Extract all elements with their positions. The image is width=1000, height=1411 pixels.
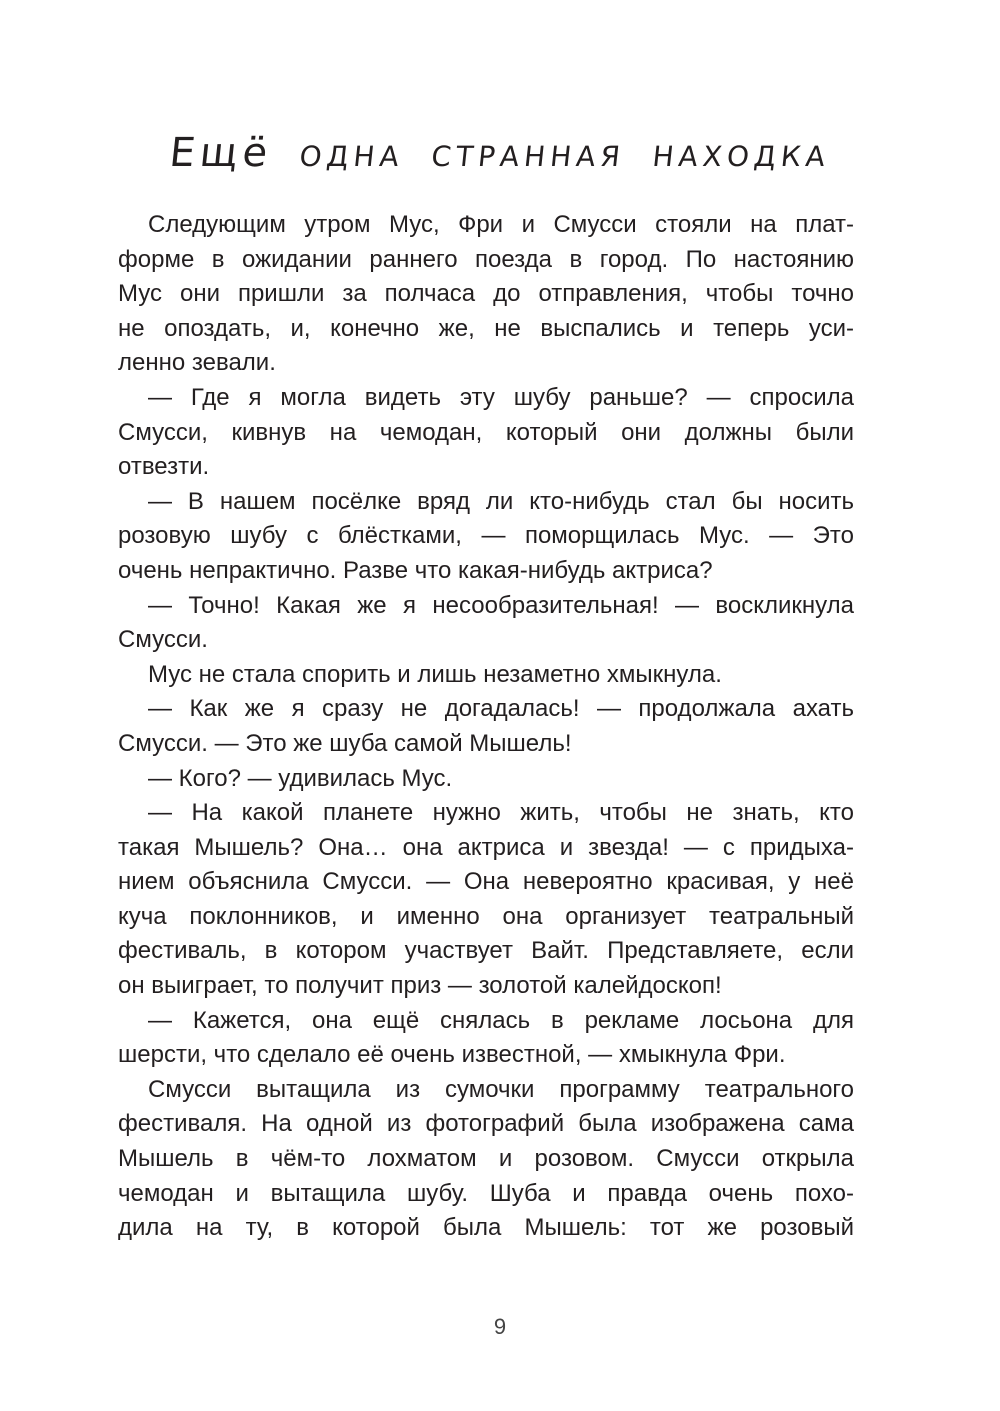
text-line: куча поклонников, и именно она организует театральный [118,902,854,930]
text-line: Мус не стала спорить и лишь незаметно хмыкнула. [148,660,722,688]
chapter-title [0,130,1000,176]
text-line: Смусси, кивнув на чемодан, который они должны были [118,418,854,446]
text-line: такая Мышель? Она… она актриса и звезда! — с придыха- [118,833,854,861]
text-line: Смусси. — Это же шуба самой Мышель! [118,729,572,757]
text-line: отвезти. [118,453,210,481]
text-line: он выиграет, то получит приз — золотой калейдоскоп! [118,972,722,1000]
text-line: Смусси вытащила из сумочки программу театрального [148,1075,854,1103]
text-line: фестиваля. На одной из фотографий была изображена сама [118,1110,854,1138]
text-line: очень непрактично. Разве что какая-нибудь актриса? [118,556,713,584]
text-line: — Кажется, она ещё снялась в рекламе лосьона для [148,1006,854,1034]
text-line: дила на ту, в которой была Мышель: тот же розовый [118,1214,854,1242]
text-line: — В нашем посёлке вряд ли кто-нибудь стал бы носить [148,487,854,515]
text-line: Мус они пришли за полчаса до отправления, чтобы точно [118,280,854,308]
text-line: форме в ожидании раннего поезда в город. По настоянию [118,245,854,273]
text-line: Смусси. [118,626,208,654]
text-line: Следующим утром Мус, Фри и Смусси стояли на плат- [148,211,854,238]
text-line: чемодан и вытащила шубу. Шуба и правда очень похо- [118,1179,854,1207]
text-line: — Где я могла видеть эту шубу раньше? — спросила [148,383,854,411]
text-line: ленно зевали. [118,349,276,377]
text-line: Мышель в чём-то лохматом и розовом. Смусси открыла [118,1145,854,1173]
text-line: нием объяснила Смусси. — Она невероятно красивая, у неё [118,868,854,896]
text-line: не опоздать, и, конечно же, не выспались и теперь уси- [118,314,854,342]
text-line: фестиваль, в котором участвует Вайт. Представляете, если [118,937,854,965]
chapter-title-first-word: Ещё [167,130,275,176]
text-line: — Кого? — удивилась Мус. [148,764,453,792]
text-line: шерсти, что сделало её очень известной, — хмыкнула Фри. [118,1041,786,1069]
text-line: розовую шубу с блёстками, — поморщилась Мус. — Это [118,522,854,550]
chapter-title-rest: одна странная находка [297,130,833,176]
text-line: — Точно! Какая же я несообразительная! — воскликнула [148,591,854,619]
text-line: — Как же я сразу не догадалась! — продолжала ахать [148,695,854,723]
body-text [118,208,854,1246]
page-number: 9 [493,1314,507,1339]
text-line: — На какой планете нужно жить, чтобы не знать, кто [148,799,854,827]
